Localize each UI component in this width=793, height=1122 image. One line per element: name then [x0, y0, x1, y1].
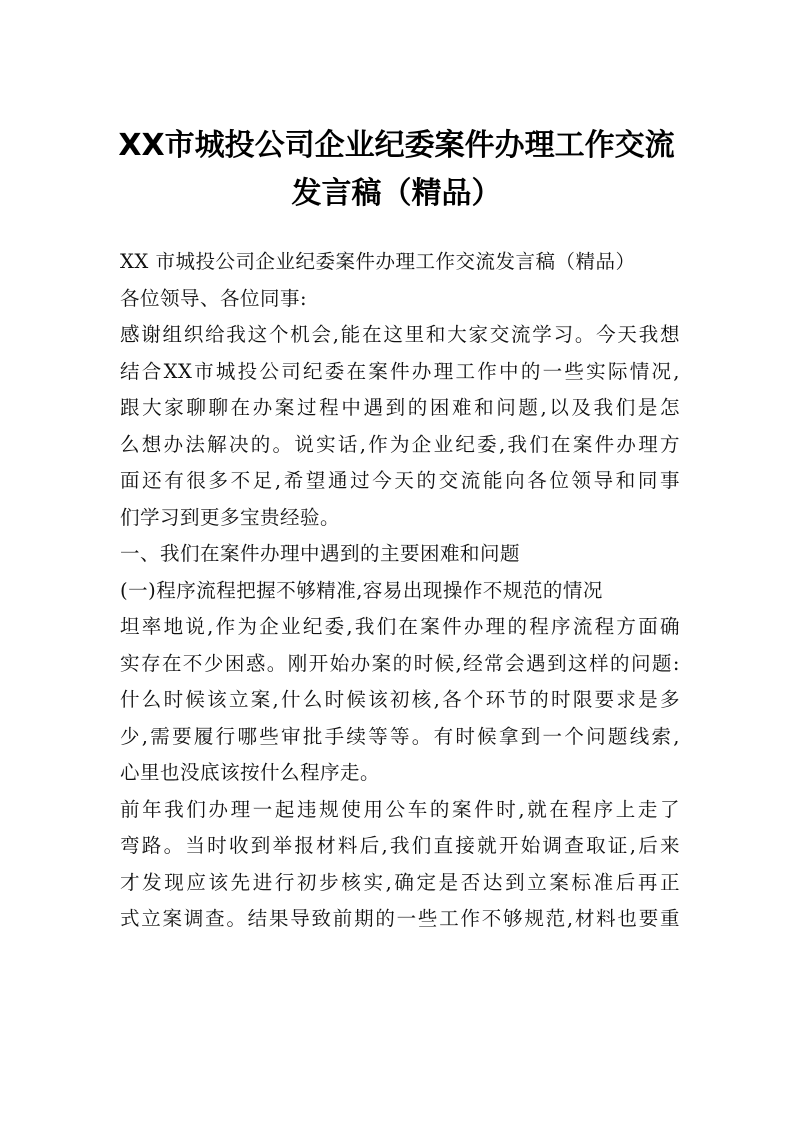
body-line: 式立案调查。结果导致前期的一些工作不够规范,材料也要重 — [120, 907, 680, 930]
body-line: 弯路。当时收到举报材料后,我们直接就开始调查取证,后来 — [120, 834, 680, 857]
body-line: 少,需要履行哪些审批手续等等。有时候拿到一个问题线索, — [120, 724, 680, 748]
body-line: 什么时候该立案,什么时候该初核,各个环节的时限要求是多 — [120, 688, 680, 711]
subsection-heading: (一)程序流程把握不够精准,容易出现操作不规范的情况 — [120, 578, 603, 602]
body-line: 么想办法解决的。说实话,作为企业纪委,我们在案件办理方 — [120, 432, 680, 456]
document-body — [120, 244, 680, 938]
body-line: 结合XX市城投公司纪委在案件办理工作中的一些实际情况, — [120, 359, 680, 383]
body-line: 坦率地说,作为企业纪委,我们在案件办理的程序流程方面确 — [120, 615, 680, 638]
document-title-line-2: 发言稿（精品） — [291, 176, 502, 211]
body-line: 实存在不少困惑。刚开始办案的时候,经常会遇到这样的问题: — [120, 651, 680, 675]
body-line: 才发现应该先进行初步核实,确定是否达到立案标准后再正 — [120, 870, 680, 894]
section-heading: 一、我们在案件办理中遇到的主要困难和问题 — [120, 542, 521, 565]
body-line: 前年我们办理一起违规使用公车的案件时,就在程序上走了 — [120, 797, 680, 821]
body-line: 心里也没底该按什么程序走。 — [120, 761, 381, 784]
body-line: 感谢组织给我这个机会,能在这里和大家交流学习。今天我想 — [120, 323, 680, 346]
body-line: 跟大家聊聊在办案过程中遇到的困难和问题,以及我们是怎 — [120, 396, 680, 419]
body-line: 们学习到更多宝贵经验。 — [120, 505, 341, 529]
body-line: 各位领导、各位同事: — [120, 286, 308, 310]
body-line: XX 市城投公司企业纪委案件办理工作交流发言稿（精品） — [120, 250, 636, 273]
document-title-line-1: XX市城投公司企业纪委案件办理工作交流 — [118, 128, 675, 163]
body-line: 面还有很多不足,希望通过今天的交流能向各位领导和同事 — [120, 469, 680, 492]
